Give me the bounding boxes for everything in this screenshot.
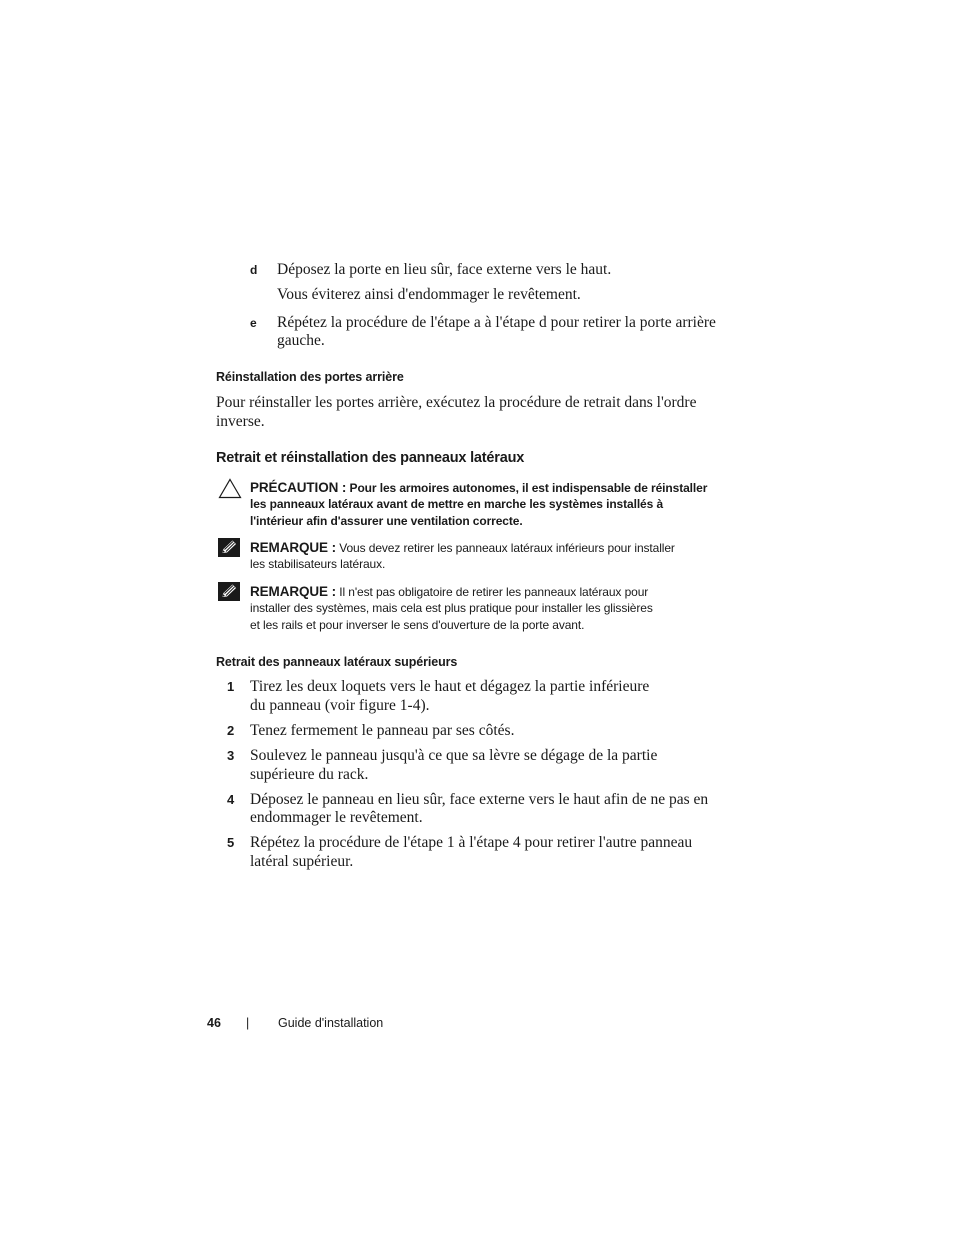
step-d-label: d [250, 263, 258, 277]
note2-label: REMARQUE : [250, 584, 336, 599]
step-1-line2: du panneau (voir figure 1-4). [250, 697, 430, 714]
step-4-line1: Déposez le panneau en lieu sûr, face externe vers le haut afin de ne pas en [250, 791, 709, 808]
caution-text-line3: l'intérieur afin d'assurer une ventilation correcte. [250, 514, 523, 528]
step-e-text-line1: Répétez la procédure de l'étape a à l'étape d pour retirer la porte arrière [277, 314, 716, 331]
note1-text-line2: les stabilisateurs latéraux. [250, 557, 386, 571]
step-e-label: e [250, 316, 257, 330]
step-e-text-line2: gauche. [277, 332, 325, 349]
upper-panels-heading: Retrait des panneaux latéraux supérieurs [216, 655, 458, 669]
note2-text-line3: et les rails et pour inverser le sens d'ouverture de la porte avant. [250, 618, 585, 632]
step-3-number: 3 [227, 748, 235, 763]
caution-text-line1: Pour les armoires autonomes, il est indispensable de réinstaller [349, 481, 708, 495]
reinstall-text-line1: Pour réinstaller les portes arrière, exécutez la procédure de retrait dans l'ordre [216, 394, 697, 411]
step-3-line1: Soulevez le panneau jusqu'à ce que sa lèvre se dégage de la partie [250, 747, 658, 764]
note-pencil-icon [218, 538, 240, 557]
step-1-number: 1 [227, 679, 235, 694]
caution-label: PRÉCAUTION : [250, 480, 347, 495]
note1-label: REMARQUE : [250, 540, 336, 555]
note2-text-line2: installer des systèmes, mais cela est plus pratique pour installer les glissières [250, 601, 653, 615]
step-2-line1: Tenez fermement le panneau par ses côtés. [250, 722, 515, 739]
step-5-number: 5 [227, 835, 235, 850]
caution-triangle-icon [218, 478, 242, 499]
step-1-line1: Tirez les deux loquets vers le haut et dégagez la partie inférieure [250, 678, 650, 695]
footer-separator: | [246, 1016, 250, 1030]
note1-line1 [250, 539, 730, 557]
reinstall-heading: Réinstallation des portes arrière [216, 370, 404, 384]
step-d-text: Déposez la porte en lieu sûr, face externe vers le haut. [277, 261, 612, 278]
section-heading: Retrait et réinstallation des panneaux latéraux [216, 450, 525, 466]
note2-line1 [250, 583, 730, 601]
caution-text-line2: les panneaux latéraux avant de mettre en marche les systèmes installés à [250, 497, 664, 511]
step-d-subtext: Vous éviterez ainsi d'endommager le revêtement. [277, 286, 581, 303]
note1-text-line1: Vous devez retirer les panneaux latéraux inférieurs pour installer [339, 541, 675, 555]
page-number: 46 [207, 1016, 221, 1030]
reinstall-text-line2: inverse. [216, 413, 265, 430]
step-4-line2: endommager le revêtement. [250, 809, 423, 826]
step-5-line2: latéral supérieur. [250, 853, 354, 870]
note2-text-line1: Il n'est pas obligatoire de retirer les panneaux latéraux pour [339, 585, 649, 599]
note-pencil-icon [218, 582, 240, 601]
step-3-line2: supérieure du rack. [250, 766, 369, 783]
caution-line1 [250, 479, 730, 497]
step-5-line1: Répétez la procédure de l'étape 1 à l'étape 4 pour retirer l'autre panneau [250, 834, 693, 851]
footer-title: Guide d'installation [278, 1016, 384, 1030]
step-4-number: 4 [227, 792, 235, 807]
step-2-number: 2 [227, 723, 235, 738]
